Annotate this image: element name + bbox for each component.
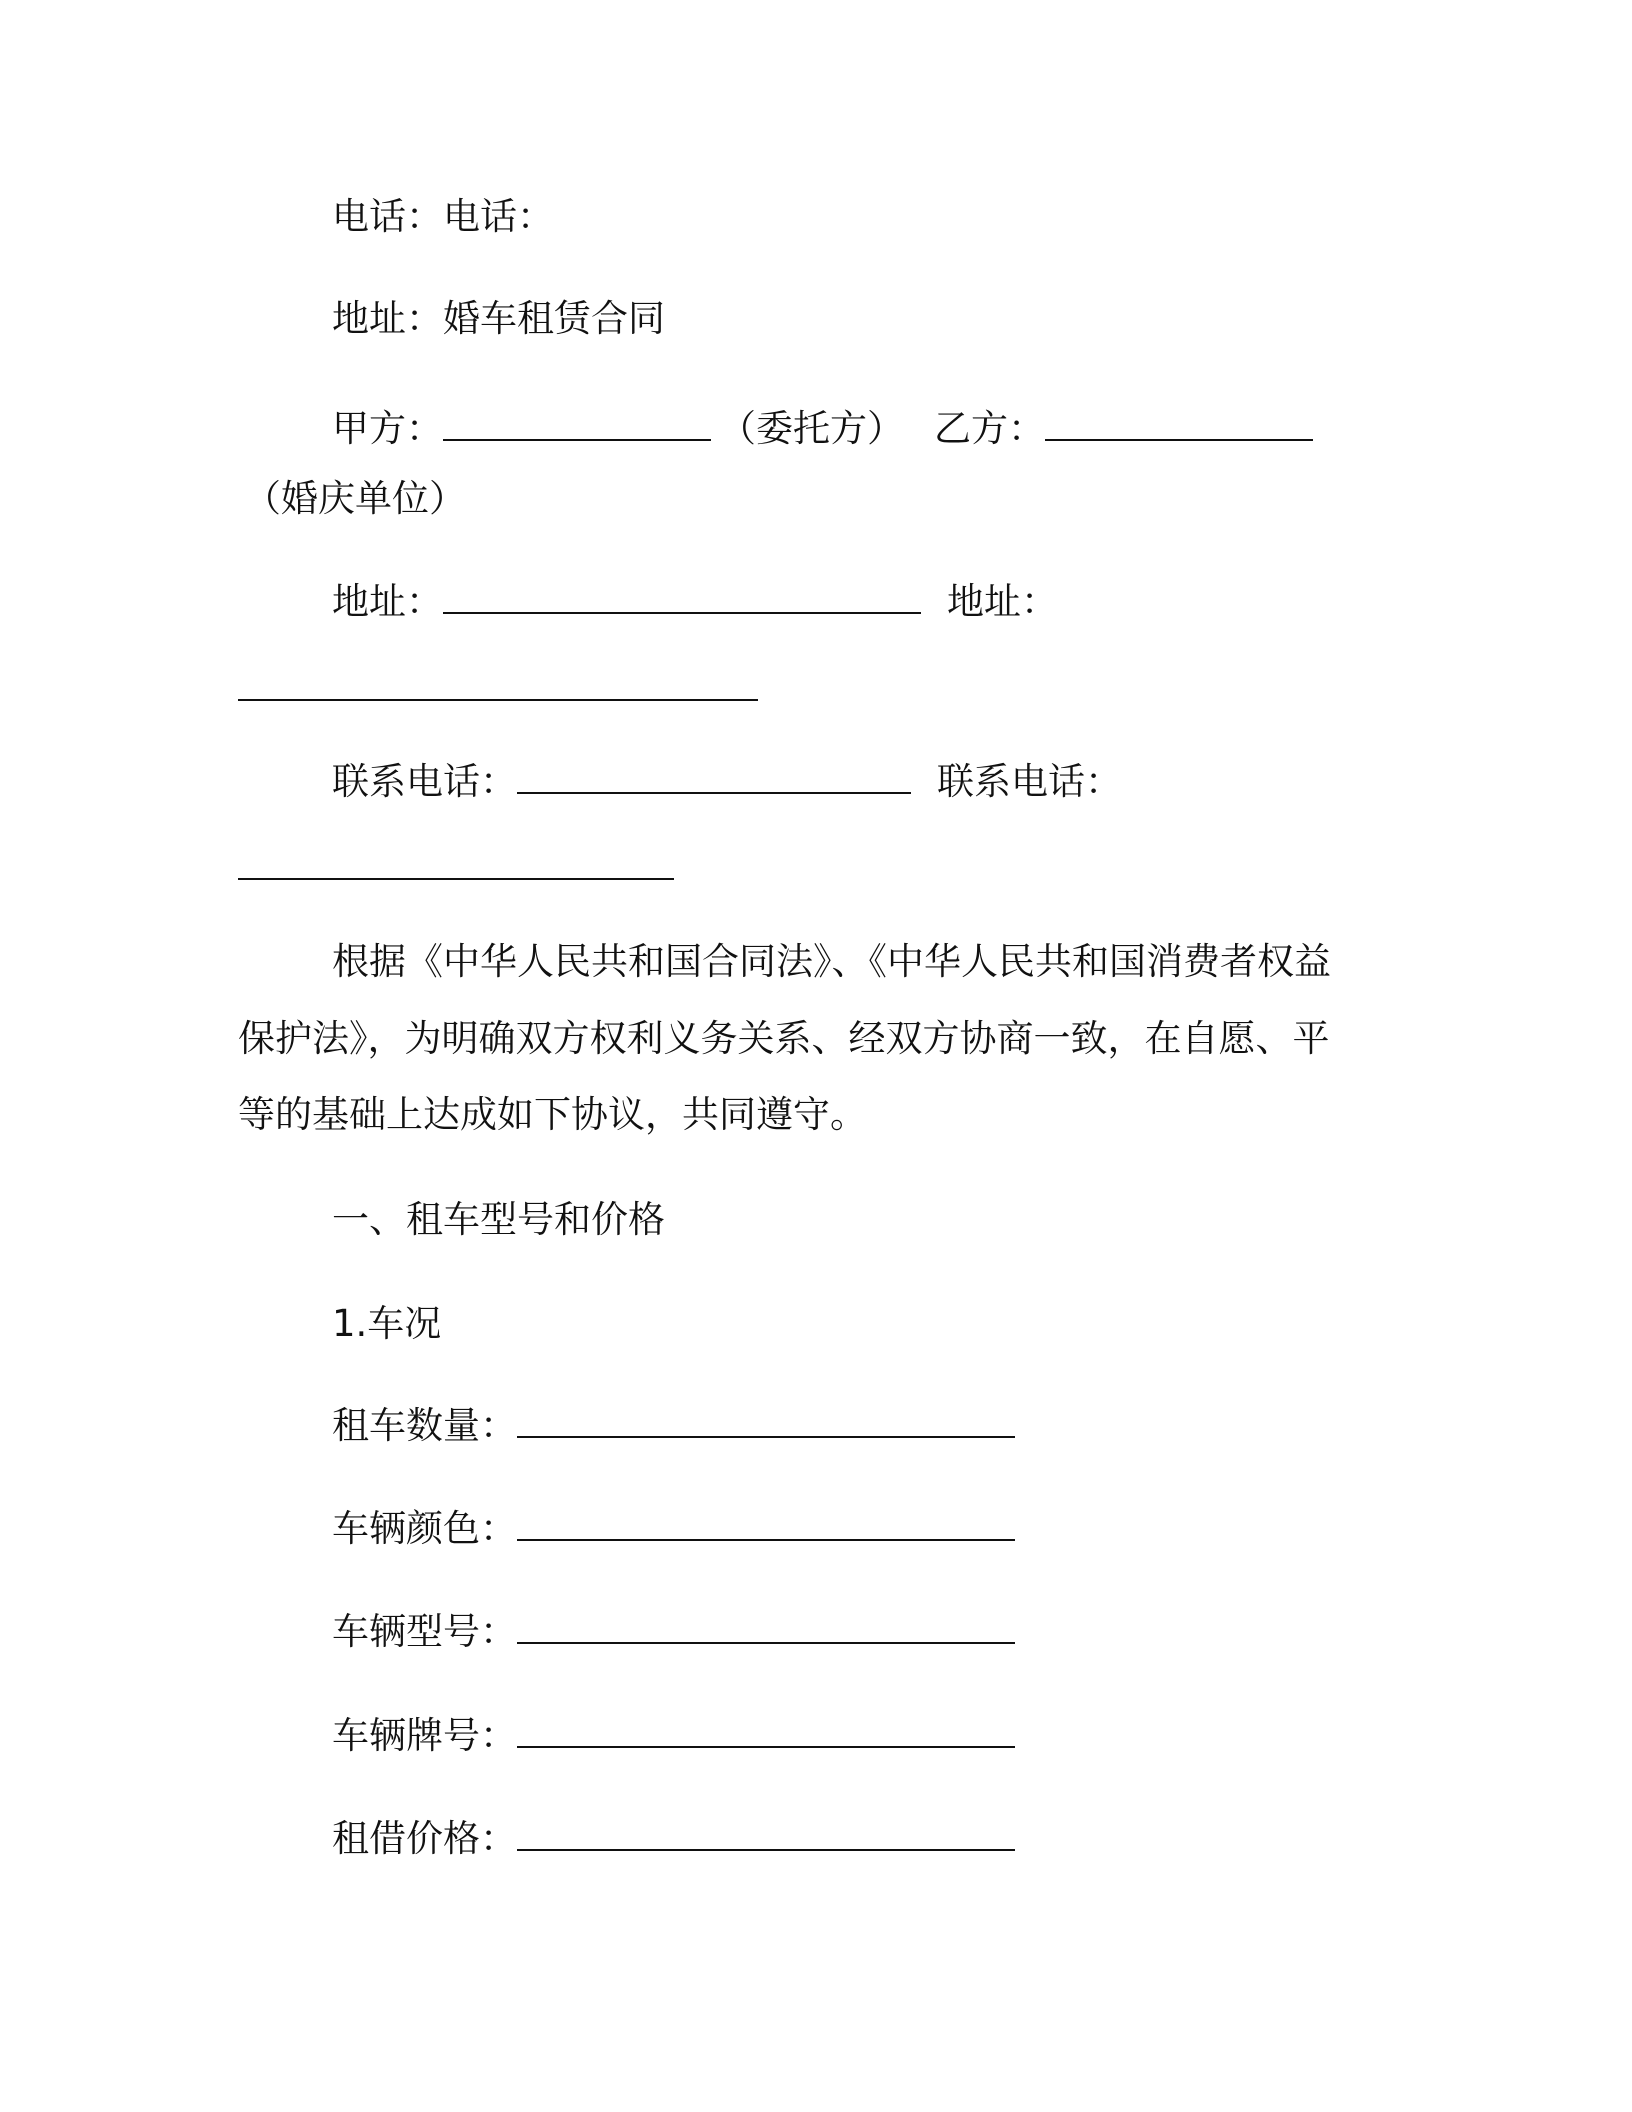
- rental-price-line: [332, 1815, 1015, 1863]
- parties-line: [332, 405, 1313, 453]
- rental-price-label: 租借价格：: [332, 1817, 517, 1860]
- party-a-label: 甲方：: [332, 407, 443, 450]
- vehicle-model-blank[interactable]: [517, 1612, 1015, 1644]
- address-line: [332, 578, 1058, 626]
- contact-a-blank[interactable]: [517, 762, 911, 794]
- party-b-blank[interactable]: [1045, 409, 1313, 441]
- contact-b-blank[interactable]: [238, 848, 674, 880]
- vehicle-plate-blank[interactable]: [517, 1716, 1015, 1748]
- vehicle-model-line: [332, 1608, 1015, 1656]
- contact-b-label: 联系电话：: [937, 760, 1122, 803]
- preamble-line-1: 根据《中华人民共和国合同法》、《中华人民共和国消费者权益: [332, 940, 1331, 983]
- address-b-label: 地址：: [947, 580, 1058, 623]
- address-b-blank-line: [238, 665, 758, 713]
- vehicle-model-label: 车辆型号：: [332, 1610, 517, 1653]
- preamble-line-3: 等的基础上达成如下协议，共同遵守。: [238, 1093, 867, 1136]
- vehicle-plate-line: [332, 1712, 1015, 1760]
- vehicle-color-label: 车辆颜色：: [332, 1507, 517, 1550]
- preamble-line-2: 保护法》，为明确双方权利义务关系、经双方协商一致，在自愿、平: [238, 1017, 1330, 1060]
- phone-line: 电话：电话：: [332, 195, 554, 238]
- section-heading-1: 一、租车型号和价格: [332, 1198, 665, 1241]
- rental-price-blank[interactable]: [517, 1819, 1015, 1851]
- rental-qty-label: 租车数量：: [332, 1404, 517, 1447]
- party-a-role: （委托方）: [719, 407, 904, 450]
- rental-qty-line: [332, 1402, 1015, 1450]
- contact-line: [332, 758, 1122, 806]
- contact-a-label: 联系电话：: [332, 760, 517, 803]
- address-a-blank[interactable]: [443, 582, 921, 614]
- address-b-blank[interactable]: [238, 669, 758, 701]
- contact-b-blank-line: [238, 844, 674, 892]
- party-a-blank[interactable]: [443, 409, 711, 441]
- vehicle-color-line: [332, 1505, 1015, 1553]
- party-b-role-line: （婚庆单位）: [244, 477, 466, 520]
- rental-qty-blank[interactable]: [517, 1406, 1015, 1438]
- party-b-label: 乙方：: [934, 407, 1045, 450]
- address-a-label: 地址：: [332, 580, 443, 623]
- vehicle-plate-label: 车辆牌号：: [332, 1714, 517, 1757]
- address-title-line: 地址：婚车租赁合同: [332, 297, 665, 340]
- vehicle-color-blank[interactable]: [517, 1509, 1015, 1541]
- subsection-heading-1: 1.车况: [332, 1302, 442, 1345]
